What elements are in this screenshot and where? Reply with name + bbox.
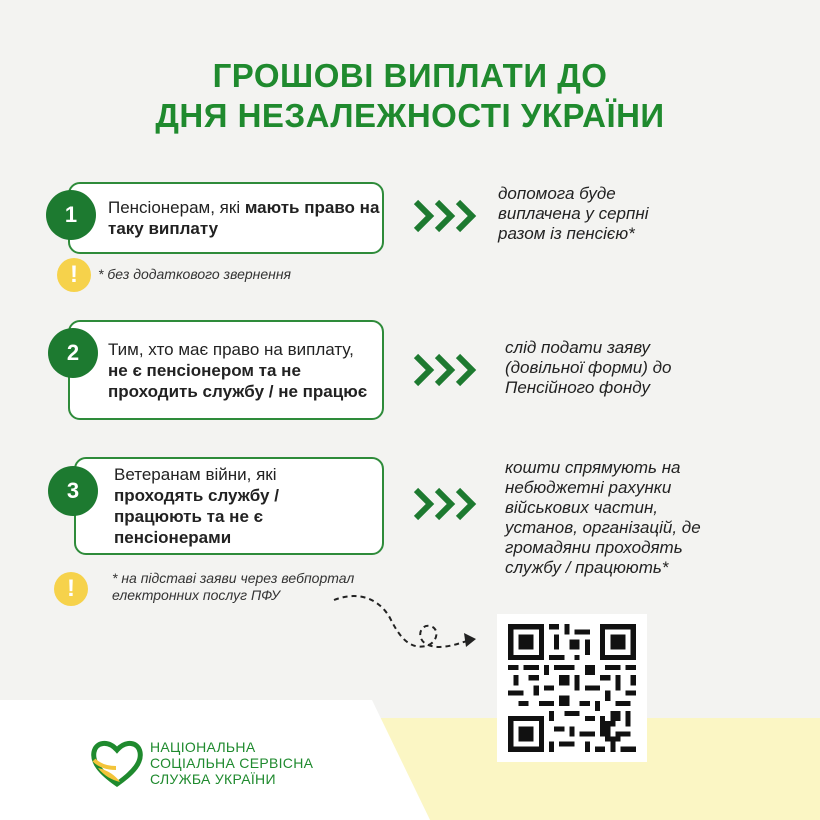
triple-arrow-icon bbox=[412, 198, 478, 234]
logo-line: НАЦІОНАЛЬНА bbox=[150, 739, 256, 755]
item-number-3: 3 bbox=[48, 466, 98, 516]
result-line: Пенсійного фонду bbox=[505, 378, 650, 397]
result-line: громадяни проходять bbox=[505, 538, 683, 557]
item-text-2 bbox=[108, 339, 382, 402]
item-card-2 bbox=[68, 320, 384, 420]
item-text-bold: мають право на таку виплату bbox=[108, 198, 380, 238]
result-line: (довільної форми) до bbox=[505, 358, 672, 377]
qr-code[interactable] bbox=[497, 614, 647, 762]
title-line-2: ДНЯ НЕЗАЛЕЖНОСТІ УКРАЇНИ bbox=[155, 97, 665, 134]
qr-code-icon bbox=[497, 614, 647, 762]
result-line: слід подати заяву bbox=[505, 338, 651, 357]
logo-line: СОЦІАЛЬНА СЕРВІСНА bbox=[150, 755, 314, 771]
item-result-2 bbox=[505, 338, 671, 398]
item-text-bold: проходять службу / працюють та не є пенсіонерами bbox=[114, 486, 279, 547]
note-line: електронних послуг ПФУ bbox=[112, 587, 280, 603]
item-card-1 bbox=[68, 182, 384, 254]
note-2 bbox=[112, 570, 354, 604]
warning-icon: ! bbox=[57, 258, 91, 292]
triple-arrow-icon bbox=[412, 352, 478, 388]
logo-line: СЛУЖБА УКРАЇНИ bbox=[150, 771, 276, 787]
item-card-3 bbox=[74, 457, 384, 555]
item-number-2: 2 bbox=[48, 328, 98, 378]
item-text-3 bbox=[114, 464, 382, 548]
nsss-logo-text bbox=[150, 739, 313, 787]
item-text-normal: Ветеранам війни, які bbox=[114, 465, 277, 484]
item-text-normal: Пенсіонерам, які bbox=[108, 198, 245, 217]
nsss-logo-icon bbox=[90, 738, 144, 788]
item-text-normal: Тим, хто має право на виплату, bbox=[108, 339, 354, 359]
page-title bbox=[0, 56, 820, 136]
item-result-3 bbox=[505, 458, 701, 578]
item-number-1: 1 bbox=[46, 190, 96, 240]
result-line: установ, організацій, де bbox=[505, 518, 701, 537]
note-1: * без додаткового звернення bbox=[98, 266, 292, 282]
triple-arrow-icon bbox=[412, 486, 478, 522]
item-text-bold: не є пенсіонером та не проходить службу / не працює bbox=[108, 360, 368, 401]
title-line-1: ГРОШОВІ ВИПЛАТИ ДО bbox=[212, 57, 608, 94]
result-line: допомога буде bbox=[498, 184, 616, 203]
note-line: * на підставі заяви через вебпортал bbox=[112, 570, 355, 586]
result-line: військових частин, bbox=[505, 498, 659, 517]
result-line: разом із пенсією* bbox=[498, 224, 635, 243]
result-line: кошти спрямують на bbox=[505, 458, 681, 477]
item-result-1 bbox=[498, 184, 649, 244]
result-line: небюджетні рахунки bbox=[505, 478, 672, 497]
result-line: службу / працюють* bbox=[505, 558, 669, 577]
item-text-1 bbox=[108, 197, 382, 239]
result-line: виплачена у серпні bbox=[498, 204, 649, 223]
dashed-arrow-icon bbox=[330, 588, 480, 668]
warning-icon: ! bbox=[54, 572, 88, 606]
